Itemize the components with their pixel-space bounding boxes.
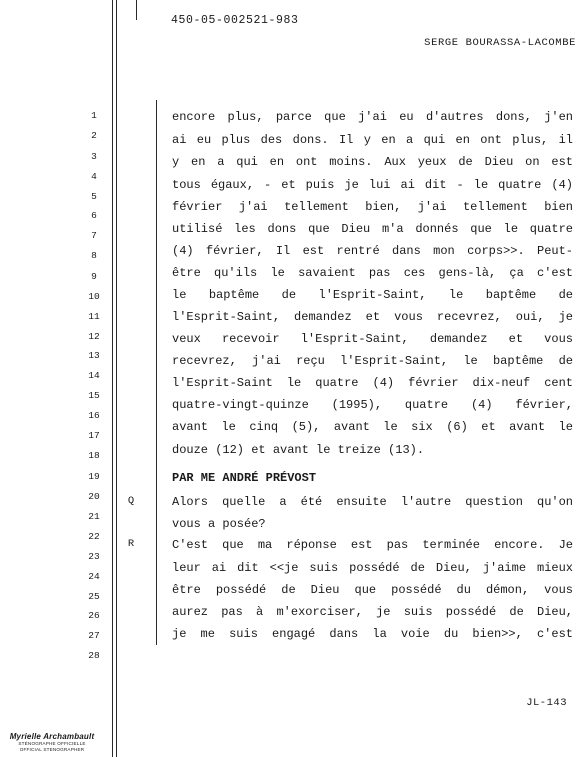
line-number: 6: [91, 210, 97, 221]
stenographer-name: Myrielle Archambault: [9, 732, 95, 741]
transcript-line: l'Esprit-Saint le quatre (4) février dix-neuf cent: [172, 376, 573, 390]
left-margin-rule-inner: [116, 0, 117, 757]
line-number: 22: [88, 531, 100, 542]
transcript-line: douze (12) et avant le treize (13).: [172, 443, 425, 457]
answer-line: leur ai dit <<je suis possédé de Dieu, j'aime mieux: [172, 561, 573, 575]
line-number: 27: [88, 630, 100, 641]
line-number: 14: [88, 370, 100, 381]
answer-line: C'est que ma réponse est pas terminée encore. Je: [172, 538, 573, 552]
witness-name: SERGE BOURASSA-LACOMBE: [424, 37, 576, 49]
line-number: 12: [88, 331, 100, 342]
question-line: Alors quelle a été ensuite l'autre question qu'on: [172, 495, 573, 509]
transcript-line: veux recevoir l'Esprit-Saint, demandez et vous: [172, 332, 573, 346]
line-number: 18: [88, 450, 100, 461]
answer-line: je me suis engagé dans la voie du bien>>, c'est: [172, 627, 573, 641]
stenographer-stamp: [2, 732, 102, 753]
line-number: 4: [91, 171, 97, 182]
question-marker: Q: [127, 495, 135, 507]
transcript-line: encore plus, parce que j'ai eu d'autres dons, j'en: [172, 110, 573, 124]
line-number: 2: [91, 130, 97, 141]
case-number: 450-05-002521-983: [171, 14, 299, 27]
transcript-line: (4) février, Il est rentré dans mon corps>>. Peut-: [172, 244, 573, 258]
qr-column-rule: [156, 100, 157, 645]
line-number: 28: [88, 650, 100, 661]
transcript-line: recevrez, j'ai reçu l'Esprit-Saint, le baptême de: [172, 354, 573, 368]
line-number: 7: [91, 230, 97, 241]
line-number: 17: [88, 430, 100, 441]
line-number: 16: [88, 410, 100, 421]
left-margin-rule: [112, 0, 113, 757]
transcript-line: février j'ai tellement bien, j'ai tellement bien: [172, 200, 573, 214]
question-line: vous a posée?: [172, 517, 266, 531]
transcript-line: y en a qui en ont moins. Aux yeux de Dieu on est: [172, 155, 573, 169]
line-number: 21: [88, 511, 100, 522]
line-number: 9: [91, 271, 97, 282]
transcript-line: être qu'ils le savaient pas ces gens-là, ça c'est: [172, 266, 573, 280]
answer-line: aurez pas à m'exorciser, je suis possédé de Dieu,: [172, 605, 573, 619]
line-number: 26: [88, 610, 100, 621]
examiner-heading: PAR ME ANDRÉ PRÉVOST: [172, 471, 317, 485]
transcript-line: ai eu plus des dons. Il y en a qui en ont plus, il: [172, 133, 573, 147]
line-number: 1: [91, 110, 97, 121]
page-number: JL-143: [526, 697, 567, 709]
line-number: 3: [91, 151, 97, 162]
transcript-line: l'Esprit-Saint, demandez et vous recevrez, oui, je: [172, 310, 573, 324]
line-number: 20: [88, 491, 100, 502]
line-number: 5: [91, 191, 97, 202]
transcript-line: tous égaux, - et puis je lui ai dit - le quatre (4): [172, 178, 573, 192]
transcript-line: utilisé les dons que Dieu m'a donnés que le quatre: [172, 222, 573, 236]
line-number: 23: [88, 551, 100, 562]
answer-marker: R: [127, 538, 135, 550]
transcript-line: avant le cinq (5), avant le six (6) et avant le: [172, 420, 573, 434]
line-number: 19: [88, 471, 100, 482]
transcript-line: le baptême de l'Esprit-Saint, le baptême de: [172, 288, 573, 302]
stenographer-title-fr: STÉNOGRAPHE OFFICIELLE: [18, 741, 86, 746]
line-number: 13: [88, 350, 100, 361]
stenographer-title-en: OFFICIAL STENOGRAPHER: [19, 747, 85, 752]
line-number: 24: [88, 571, 100, 582]
line-number: 10: [88, 291, 100, 302]
line-number: 15: [88, 390, 100, 401]
answer-line: être possédé de Dieu que possédé du démon, vous: [172, 583, 573, 597]
transcript-line: quatre-vingt-quinze (1995), quatre (4) février,: [172, 398, 573, 412]
top-rule: [136, 0, 137, 20]
line-number: 8: [91, 250, 97, 261]
line-number: 25: [88, 591, 100, 602]
line-number: 11: [88, 311, 100, 322]
